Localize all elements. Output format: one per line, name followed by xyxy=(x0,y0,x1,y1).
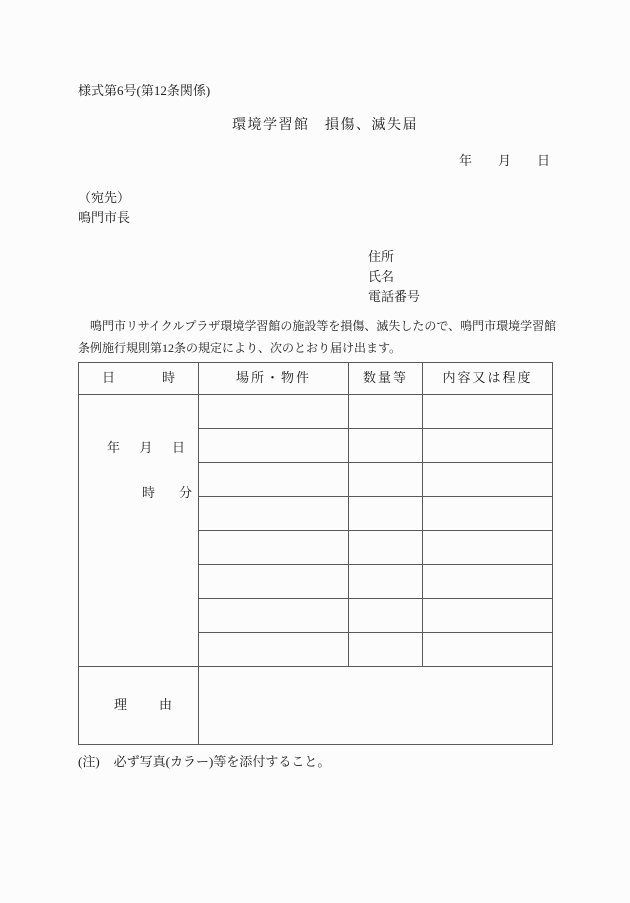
detail-cell xyxy=(423,395,553,429)
datetime-date-labels xyxy=(107,441,185,456)
body-paragraph xyxy=(78,320,556,364)
table-row xyxy=(79,395,553,429)
datetime-entry-cell xyxy=(79,395,199,667)
detail-cell xyxy=(423,497,553,531)
header-quantity: 数量等 xyxy=(349,363,423,395)
quantity-cell xyxy=(349,463,423,497)
header-datetime xyxy=(79,363,199,395)
location-cell xyxy=(199,599,349,633)
location-cell xyxy=(199,463,349,497)
footnote-text: 必ず写真(カラー)等を添付すること。 xyxy=(113,754,331,769)
form-number: 様式第6号(第12条関係) xyxy=(78,83,211,98)
body-line-2: 条例施行規則第12条の規定により、次のとおり届け出ます。 xyxy=(78,341,402,355)
quantity-cell xyxy=(349,429,423,463)
table-header-row xyxy=(79,363,553,395)
quantity-cell xyxy=(349,531,423,565)
detail-cell xyxy=(423,599,553,633)
day-label: 日 xyxy=(171,440,185,455)
quantity-cell xyxy=(349,633,423,667)
location-cell xyxy=(199,531,349,565)
quantity-cell xyxy=(349,565,423,599)
addressee-name: 鳴門市長 xyxy=(78,210,131,225)
header-datetime-day: 日 xyxy=(102,370,116,386)
month-label: 月 xyxy=(139,440,153,455)
year-label: 年 xyxy=(107,440,121,455)
header-detail: 内容又は程度 xyxy=(423,363,553,395)
addressee-label: （宛先） xyxy=(78,190,131,205)
reason-label-cell xyxy=(79,667,199,745)
damage-report-table xyxy=(78,362,553,745)
detail-cell xyxy=(423,633,553,667)
minute-label: 分 xyxy=(178,485,192,500)
datetime-time-labels xyxy=(142,486,192,501)
applicant-phone-label: 電話番号 xyxy=(368,289,421,304)
footnote-label: (注) xyxy=(78,754,100,769)
detail-cell xyxy=(423,463,553,497)
body-line-1: 鳴門市リサイクルプラザ環境学習館の施設等を損傷、滅失したので、鳴門市環境学習館 xyxy=(78,319,557,333)
date-blank-line: 年 月 日 xyxy=(458,153,550,168)
detail-cell xyxy=(423,531,553,565)
reason-entry-cell xyxy=(199,667,553,745)
applicant-name-label: 氏名 xyxy=(368,269,395,284)
hour-label: 時 xyxy=(142,485,156,500)
location-cell xyxy=(199,395,349,429)
detail-cell xyxy=(423,565,553,599)
location-cell xyxy=(199,565,349,599)
page-title: 環境学習館 損傷、滅失届 xyxy=(232,118,418,133)
quantity-cell xyxy=(349,497,423,531)
location-cell xyxy=(199,633,349,667)
header-datetime-time: 時 xyxy=(161,370,175,386)
reason-label-second: 由 xyxy=(158,697,172,713)
quantity-cell xyxy=(349,395,423,429)
header-location: 場所・物件 xyxy=(199,363,349,395)
detail-cell xyxy=(423,429,553,463)
footnote xyxy=(78,755,330,770)
reason-label-first: 理 xyxy=(114,697,128,713)
quantity-cell xyxy=(349,599,423,633)
reason-row xyxy=(79,667,553,745)
applicant-address-label: 住所 xyxy=(368,249,395,264)
location-cell xyxy=(199,429,349,463)
location-cell xyxy=(199,497,349,531)
